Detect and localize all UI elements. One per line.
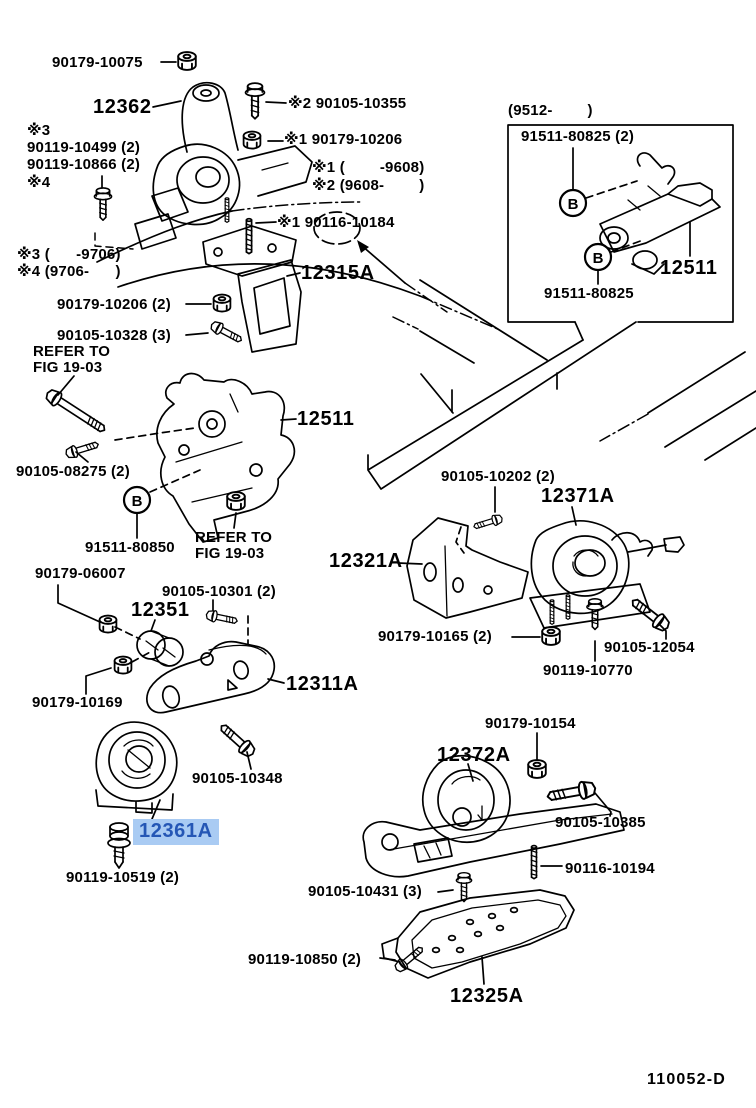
part-label-90179-10165[interactable]: 90179-10165 (2)	[378, 628, 492, 645]
part-label-12325a[interactable]: 12325A	[450, 985, 524, 1007]
part-label-12321a[interactable]: 12321A	[329, 550, 403, 572]
svg-text:B: B	[592, 250, 604, 267]
part-label-90179-10169[interactable]: 90179-10169	[32, 694, 123, 711]
part-label-90119-10499[interactable]: 90119-10499 (2)	[27, 139, 141, 156]
part-label-12511-inset[interactable]: 12511	[660, 257, 718, 279]
part-label-90116-10184[interactable]: ※1 90116-10184	[277, 214, 395, 231]
note-range-9706-b: ※4 (9706- )	[17, 263, 121, 280]
note-refer-fig-1-line1: REFER TO	[33, 343, 111, 360]
part-label-12362[interactable]: 12362	[93, 96, 152, 118]
part-label-90179-06007[interactable]: 90179-06007	[35, 565, 126, 582]
part-label-90105-12054[interactable]: 90105-12054	[604, 639, 695, 656]
damper-12351-drawing[interactable]	[137, 631, 183, 666]
part-label-12315a[interactable]: 12315A	[301, 262, 375, 284]
marker-b-inset-1	[560, 190, 586, 216]
note-range-9706-a: ※3 ( -9706)	[17, 246, 121, 263]
bolt-icon	[246, 83, 265, 119]
nut-icon	[178, 52, 196, 70]
inset-bracket-12511-drawing[interactable]	[600, 153, 720, 274]
part-label-12372a[interactable]: 12372A	[437, 744, 511, 766]
part-label-90179-10206[interactable]: ※1 90179-10206	[284, 131, 403, 148]
note-range-9608-a: ※1 ( -9608)	[312, 159, 425, 176]
note-ref-4: ※4	[27, 174, 51, 191]
marker-b-main	[124, 487, 150, 513]
note-refer-fig-2-line2: FIG 19-03	[195, 545, 265, 562]
part-label-91511-80850[interactable]: 91511-80850	[85, 539, 175, 556]
part-label-90119-10850[interactable]: 90119-10850 (2)	[248, 951, 362, 968]
part-label-90179-10206-2[interactable]: 90179-10206 (2)	[57, 296, 171, 313]
inset-period-header: (9512- )	[508, 102, 593, 119]
svg-text:B: B	[567, 196, 579, 213]
part-label-90119-10770[interactable]: 90119-10770	[543, 662, 633, 679]
flange-bolt-icon	[108, 823, 130, 868]
marker-b-inset-2	[585, 244, 611, 270]
part-label-90105-10385[interactable]: 90105-10385	[555, 814, 646, 831]
part-label-91511-80825[interactable]: 91511-80825	[544, 285, 634, 302]
part-label-90105-10355[interactable]: ※2 90105-10355	[288, 95, 407, 112]
part-label-12311a[interactable]: 12311A	[286, 673, 359, 695]
part-label-12511[interactable]: 12511	[297, 408, 355, 430]
bracket-12321a-drawing[interactable]	[407, 518, 528, 618]
part-label-90179-10154[interactable]: 90179-10154	[485, 715, 576, 732]
part-label-90119-10866[interactable]: 90119-10866 (2)	[27, 156, 141, 173]
part-label-12351[interactable]: 12351	[131, 599, 190, 621]
part-label-90105-10348[interactable]: 90105-10348	[192, 770, 283, 787]
part-label-12361a-highlighted[interactable]: 12361A	[133, 819, 219, 845]
arm-12311a-drawing[interactable]	[147, 642, 274, 713]
note-refer-fig-2-line1: REFER TO	[195, 529, 273, 546]
part-label-90105-08275[interactable]: 90105-08275 (2)	[16, 463, 130, 480]
part-label-90116-10194[interactable]: 90116-10194	[565, 860, 655, 877]
part-label-12371a[interactable]: 12371A	[541, 485, 615, 507]
part-label-90105-10202[interactable]: 90105-10202 (2)	[441, 468, 555, 485]
part-label-90179-10075[interactable]: 90179-10075	[52, 54, 143, 71]
part-label-90105-10431[interactable]: 90105-10431 (3)	[308, 883, 422, 900]
note-refer-fig-1-line2: FIG 19-03	[33, 359, 103, 376]
inset-box	[508, 125, 733, 340]
bracket-12511-drawing[interactable]	[157, 374, 294, 542]
plate-12325a-drawing[interactable]	[382, 890, 574, 978]
part-label-91511-80825-2[interactable]: 91511-80825 (2)	[521, 128, 635, 145]
svg-text:B: B	[131, 493, 143, 510]
front-mount-12361a-drawing[interactable]	[96, 722, 177, 813]
part-label-90119-10519[interactable]: 90119-10519 (2)	[66, 869, 180, 886]
crossmember-lines	[95, 202, 756, 489]
part-label-90105-10301[interactable]: 90105-10301 (2)	[162, 583, 276, 600]
note-range-9608-b: ※2 (9608- )	[312, 177, 425, 194]
note-ref-3: ※3	[27, 122, 51, 139]
figure-number: 110052-D	[647, 1071, 726, 1088]
part-label-90105-10328[interactable]: 90105-10328 (3)	[57, 327, 171, 344]
